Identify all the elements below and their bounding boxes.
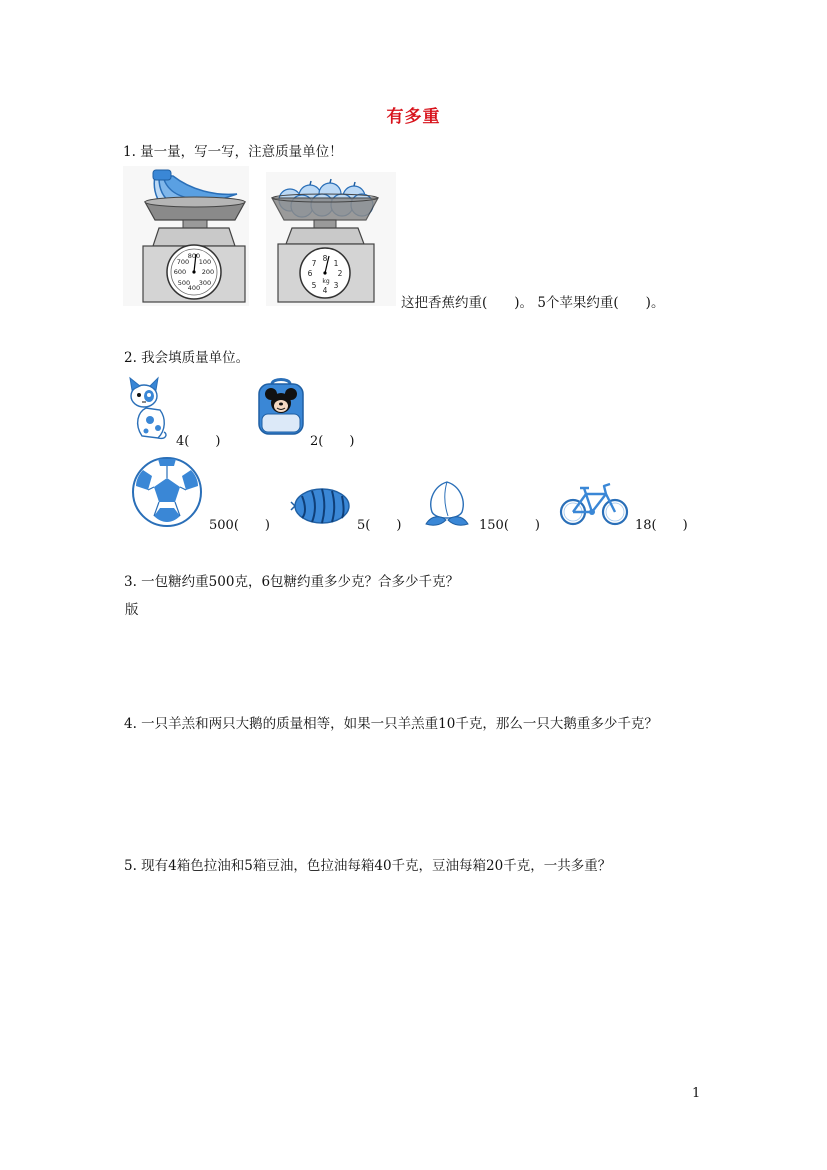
dial-label: 4 [322, 286, 328, 295]
dial-label: 800 [187, 252, 201, 260]
backpack-weight-label: 2( ) [310, 434, 355, 449]
peach-weight-label: 150( ) [479, 518, 540, 533]
watermelon-icon [290, 486, 352, 526]
page-title: 有多重 [386, 107, 441, 127]
peach-icon [420, 478, 474, 528]
watermelon-weight-label: 5( ) [357, 518, 402, 533]
soccer-ball-weight-label: 500( ) [209, 518, 270, 533]
stray-character: 版 [125, 602, 139, 618]
question-1-answer-line: 这把香蕉约重( )。 5个苹果约重( )。 [401, 295, 665, 311]
bicycle-icon [558, 480, 630, 526]
cat-icon [124, 376, 172, 444]
question-1-text: 1. 量一量，写一写，注意质量单位！ [123, 144, 343, 160]
dial-label: 300 [198, 279, 212, 287]
dial-label: 3 [333, 281, 339, 290]
question-2-text: 2. 我会填质量单位。 [124, 350, 250, 366]
question-4-text: 4. 一只羊羔和两只大鹅的质量相等，如果一只羊羔重10千克，那么一只大鹅重多少千克？ [124, 716, 658, 732]
apple-scale-illustration [266, 172, 396, 306]
dial-label: 100 [198, 258, 212, 266]
dial-label: 1 [333, 259, 339, 268]
cat-weight-label: 4( ) [176, 434, 221, 449]
page-number: 1 [692, 1086, 701, 1101]
backpack-icon [256, 378, 306, 436]
question-5-text: 5. 现有4箱色拉油和5箱豆油，色拉油每箱40千克，豆油每箱20千克，一共多重？ [124, 858, 612, 874]
dial-label: 2 [337, 269, 343, 278]
dial-unit: kg [322, 278, 330, 285]
dial-label: 8 [322, 254, 328, 263]
dial-label: 5 [311, 281, 317, 290]
dial-label: 500 [177, 279, 191, 287]
bicycle-weight-label: 18( ) [635, 518, 688, 533]
dial-label: 6 [307, 269, 313, 278]
dial-label: 200 [201, 268, 215, 276]
dial-label: 400 [187, 284, 201, 292]
dial-label: 7 [311, 259, 317, 268]
soccer-ball-icon [130, 456, 204, 528]
question-3-text: 3. 一包糖约重500克，6包糖约重多少克？合多少千克？ [124, 574, 460, 590]
dial-label: 700 [176, 258, 190, 266]
dial-label: 600 [173, 268, 187, 276]
banana-scale-illustration [123, 166, 249, 306]
